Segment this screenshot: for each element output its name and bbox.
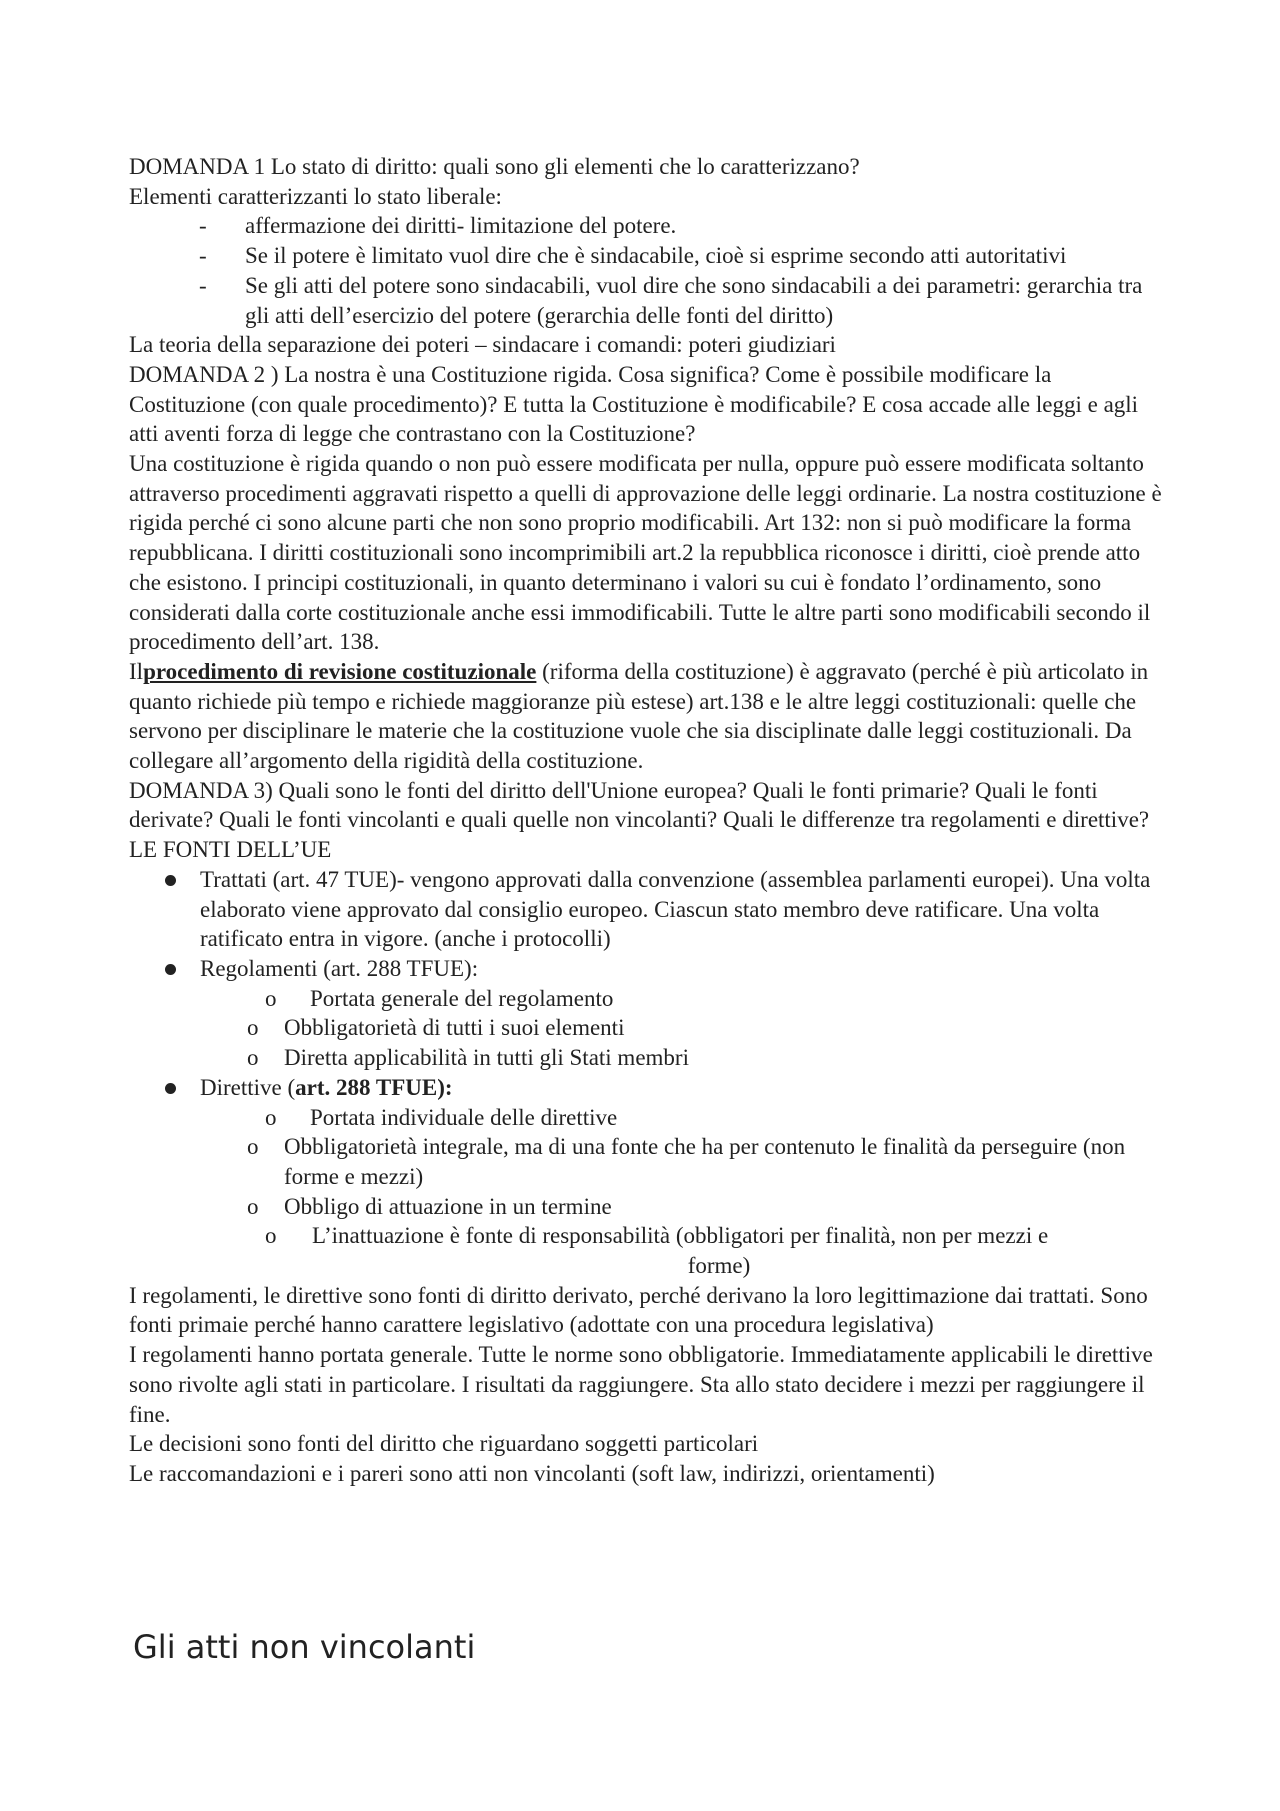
sub-marker: o: [265, 985, 277, 1011]
list-item-text: Direttive (: [200, 1074, 296, 1100]
sub-marker: o: [247, 1134, 259, 1160]
deep-list-item: [129, 1221, 1169, 1251]
bullet-marker: [165, 1083, 176, 1094]
paragraph: I regolamenti hanno portata generale. Tutte le norme sono obbligatorie. Immediatamente applicabili le direttive sono rivolte agli stati in particolare. I risultati da raggiungere. Sta allo stato decidere i mezzi per raggiungere il fine.: [129, 1342, 1153, 1427]
list-item-bold-text: art. 288 TFUE):: [295, 1074, 453, 1100]
sub-marker: o: [247, 1193, 259, 1219]
list-item-text: Portata generale del regolamento: [310, 985, 614, 1011]
paragraph: Le decisioni sono fonti del diritto che riguardano soggetti particolari: [129, 1431, 759, 1457]
sub-marker: o: [247, 1045, 259, 1071]
dash-marker: -: [199, 243, 207, 269]
bullet-list-item: [129, 954, 1169, 984]
sub-marker: o: [247, 1015, 259, 1041]
list-item-text: Obbligo di attuazione in un termine: [284, 1193, 612, 1219]
paragraph: I regolamenti, le direttive sono fonti di diritto derivato, perché derivano la loro legittimazione dai trattati. Sono fonti primaie perché hanno carattere legislativo (adottate con una procedura legislativa): [129, 1282, 1148, 1338]
sub-list-item: [129, 1043, 1169, 1073]
sub-list-item: [129, 1013, 1169, 1043]
section-label: LE FONTI DELL’UE: [129, 837, 332, 863]
list-item-text: Se il potere è limitato vuol dire che è sindacabile, cioè si esprime secondo atti autoritativi: [245, 243, 1067, 269]
paragraph-text: (riforma della costituzione) è aggravato (perché è più articolato in quanto richiede più tempo e richiede maggioranze più estese) art.138 e le altre leggi costituzionali: quelle che servono per disciplinare le materie che la costituzione vuole che sia disciplinate dalle leggi costituzionali. Da collegare all’argomento della rigidità della costituzione.: [129, 658, 1149, 774]
sub-marker: o: [265, 1223, 277, 1249]
list-item-text: L’inattuazione è fonte di responsabilità (obbligatori per finalità, non per mezzi e: [312, 1223, 1049, 1249]
emphasized-term: procedimento di revisione costituzionale: [143, 658, 537, 684]
sub-list-item: [129, 1132, 1169, 1191]
sub-marker: o: [265, 1104, 277, 1130]
dash-marker: -: [199, 213, 207, 239]
paragraph: [129, 657, 1169, 776]
sub-list-item: [129, 1103, 1169, 1133]
paragraph: La teoria della separazione dei poteri – sindacare i comandi: poteri giudiziari: [129, 332, 836, 358]
dash-list-item: [129, 271, 1169, 330]
bullet-marker: [165, 875, 176, 886]
dash-list-item: [129, 241, 1169, 271]
list-item-text: Diretta applicabilità in tutti gli Stati membri: [284, 1045, 689, 1071]
dash-marker: -: [199, 272, 207, 298]
list-item-text: Trattati (art. 47 TUE)- vengono approvati dalla convenzione (assemblea parlamenti europei). Una volta elaborato viene approvato dal consiglio europeo. Ciascun stato membro deve ratificare. Una volta ratificato entra in vigore. (anche i protocolli): [200, 866, 1151, 952]
paragraph: Le raccomandazioni e i pareri sono atti non vincolanti (soft law, indirizzi, orientamenti): [129, 1460, 935, 1486]
paragraph: Elementi caratterizzanti lo stato liberale:: [129, 183, 502, 209]
question-2: DOMANDA 2 ) La nostra è una Costituzione rigida. Cosa significa? Come è possibile modificare la Costituzione (con quale procedimento)? E tutta la Costituzione è modificabile? E cosa accade alle leggi e agli atti aventi forza di legge che contrastano con la Costituzione?: [129, 361, 1139, 447]
deep-list-item-continuation: forme): [687, 1253, 751, 1279]
list-item-text: Regolamenti (art. 288 TFUE):: [200, 955, 479, 981]
list-item-text: Se gli atti del potere sono sindacabili, vuol dire che sono sindacabili a dei parametri: gerarchia tra gli atti dell’esercizio del potere (gerarchia delle fonti del diritto): [245, 272, 1143, 328]
bullet-list-item: [129, 1073, 1169, 1103]
paragraph: Una costituzione è rigida quando o non può essere modificata per nulla, oppure può essere modificata soltanto attraverso procedimenti aggravati rispetto a quelli di approvazione delle leggi ordinarie. La nostra costituzione è rigida perché ci sono alcune parti che non sono proprio modificabili. Art 132: non si può modificare la forma repubblicana. I diritti costituzionali sono incomprimibili art.2 la repubblica riconosce i diritti, cioè prende atto che esistono. I principi costituzionali, in quanto determinano i valori su cui è fondato l’ordinamento, sono considerati dalla corte costituzionale anche essi immodificabili. Tutte le altre parti sono modificabili secondo il procedimento dell’art. 138.: [129, 451, 1162, 655]
question-3: DOMANDA 3) Quali sono le fonti del diritto dell'Unione europea? Quali le fonti primarie? Quali le fonti derivate? Quali le fonti vincolanti e quali quelle non vincolanti? Quali le differenze tra regolamenti e direttive?: [129, 777, 1150, 833]
list-item-text: affermazione dei diritti- limitazione del potere.: [245, 213, 677, 239]
section-heading: Gli atti non vincolanti: [133, 1628, 476, 1666]
sub-list-item: [129, 984, 1169, 1014]
dash-list-item: [129, 211, 1169, 241]
bullet-list-item: [129, 865, 1169, 954]
paragraph-text: Il: [129, 658, 144, 684]
list-item-text: Obbligatorietà integrale, ma di una fonte che ha per contenuto le finalità da perseguire (non forme e mezzi): [284, 1134, 1126, 1189]
list-item-text: Portata individuale delle direttive: [310, 1104, 618, 1130]
document-body: [129, 152, 1169, 1489]
sub-list-item: [129, 1192, 1169, 1222]
question-1: DOMANDA 1 Lo stato di diritto: quali sono gli elementi che lo caratterizzano?: [129, 154, 860, 179]
list-item-text: Obbligatorietà di tutti i suoi elementi: [284, 1015, 625, 1041]
bullet-marker: [165, 964, 176, 975]
